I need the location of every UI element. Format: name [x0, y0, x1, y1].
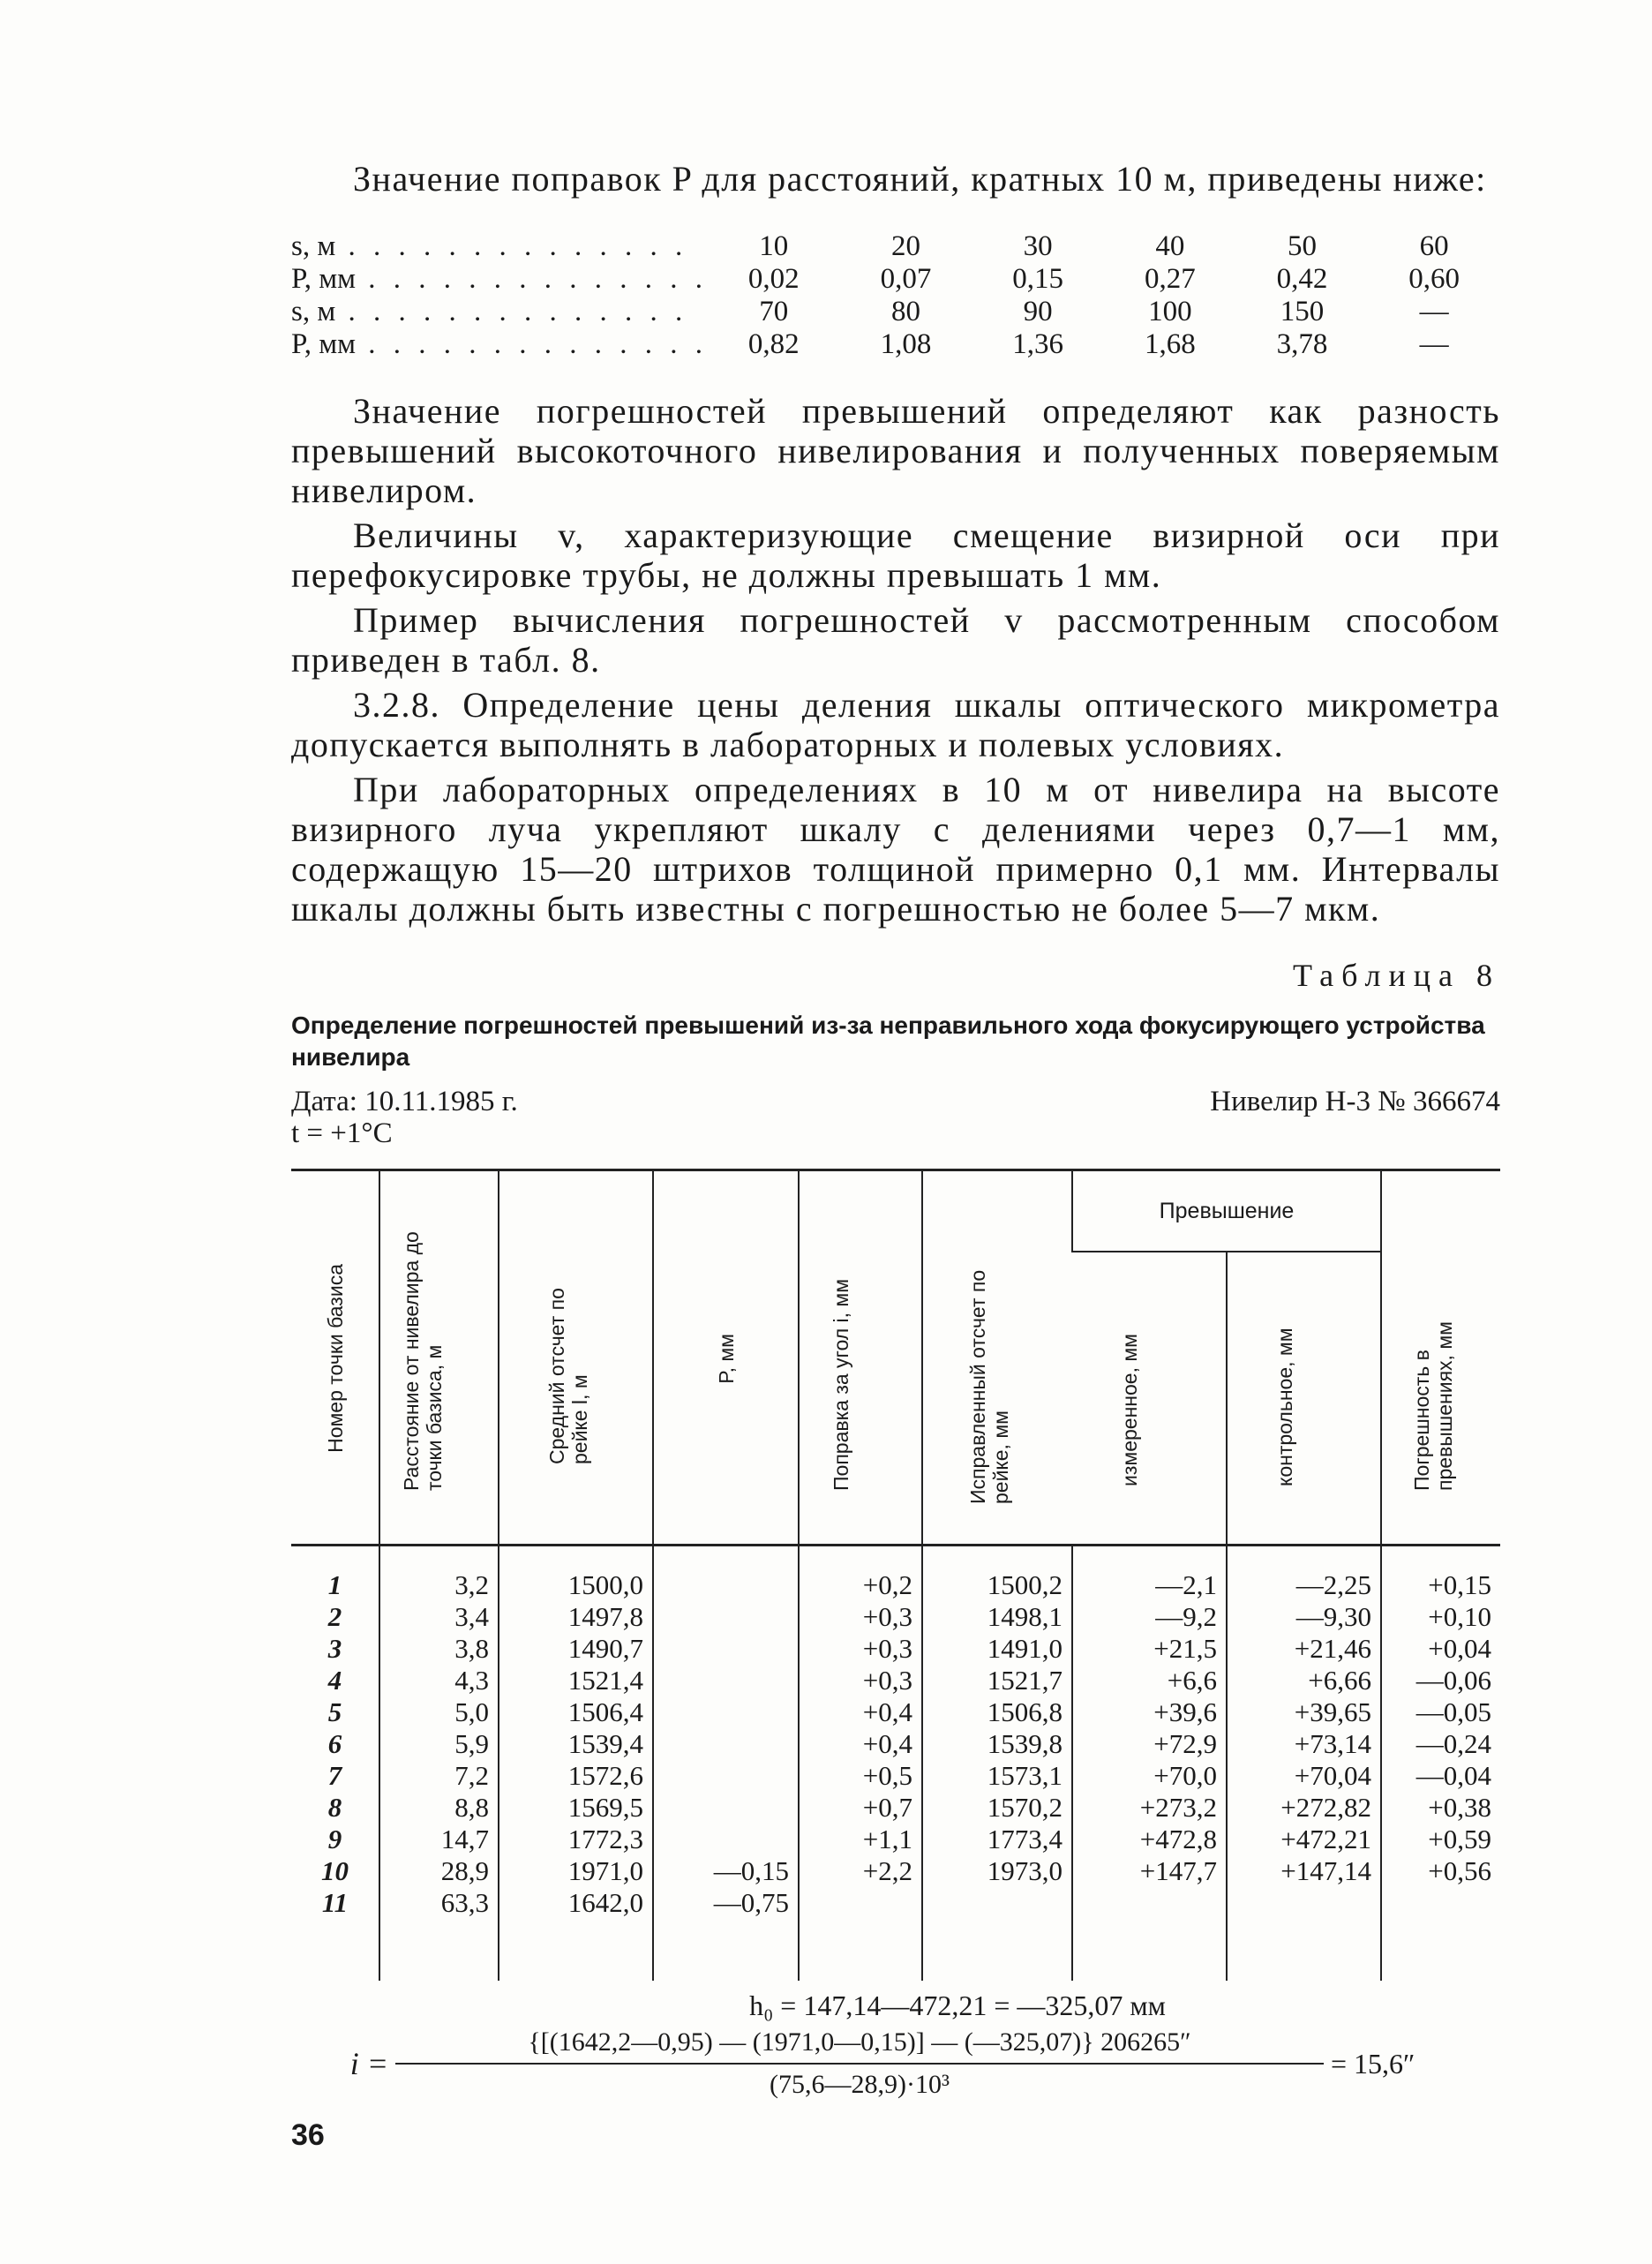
table-caption: Таблица 8	[1293, 958, 1500, 993]
table-cell	[499, 1919, 653, 1981]
formula-denominator: (75,6—28,9)·10³	[770, 2070, 950, 2099]
table-cell: —0,75	[653, 1887, 799, 1919]
table-cell: 1772,3	[499, 1824, 653, 1855]
table-cell	[922, 1919, 1072, 1981]
table-8	[291, 1169, 1500, 1981]
table-cell: 1973,0	[922, 1855, 1072, 1887]
table-cell: +73,14	[1227, 1728, 1381, 1760]
table-cell	[799, 1919, 922, 1981]
page-number: 36	[291, 2118, 325, 2152]
table-cell: 1	[327, 1569, 342, 1600]
table-cell: +0,7	[799, 1792, 922, 1824]
table-cell	[653, 1824, 799, 1855]
header-elevation-group: Превышение	[1072, 1170, 1381, 1252]
table-cell: +1,1	[799, 1824, 922, 1855]
corrections-row	[291, 230, 1500, 263]
paragraph-4: 3.2.8. Определение цены деления шкалы оптического микрометра допускается выполнять в лабораторных и полевых условиях.	[291, 685, 1500, 764]
table-cell: +2,2	[799, 1855, 922, 1887]
corrections-cell: 90	[1023, 296, 1053, 327]
header-error: Погрешность в превышениях, мм	[1381, 1170, 1500, 1546]
table-cell: 1539,4	[499, 1728, 653, 1760]
table-cell	[653, 1601, 799, 1633]
corrections-cell: 0,60	[1408, 263, 1461, 295]
corrections-cell: 70	[759, 296, 789, 327]
table-cell: 11	[321, 1887, 349, 1918]
corrections-table	[291, 230, 1500, 361]
table-cell	[379, 1919, 499, 1981]
corrections-cell: 1,08	[880, 328, 932, 360]
table-cell: +0,3	[799, 1601, 922, 1633]
corrections-label: s, м . . . . . . . . . . . . . .	[291, 296, 688, 327]
table-cell: 1569,5	[499, 1792, 653, 1824]
table-cell: +147,14	[1227, 1855, 1381, 1887]
corrections-cell: 50	[1287, 230, 1317, 262]
table-cell: +21,5	[1072, 1633, 1227, 1665]
table-date: Дата: 10.11.1985 г.	[291, 1086, 518, 1117]
table-row	[291, 1546, 1500, 1602]
table-cell: 1773,4	[922, 1824, 1072, 1855]
table-cell: 1539,8	[922, 1728, 1072, 1760]
corrections-cell: —	[1419, 296, 1449, 327]
table-cell: —0,05	[1381, 1696, 1500, 1728]
intro-paragraph: Значение поправок P для расстояний, кратных 10 м, приведены ниже:	[353, 159, 1487, 199]
table-cell: 14,7	[379, 1824, 499, 1855]
table-cell: 3,8	[379, 1633, 499, 1665]
table-cell: +147,7	[1072, 1855, 1227, 1887]
table-row	[291, 1696, 1500, 1728]
table-title: Определение погрешностей превышений из-за неправильного хода фокусирующего устройства нивелира	[291, 1012, 1485, 1071]
table-row	[291, 1887, 1500, 1919]
table-row	[291, 1792, 1500, 1824]
table-cell: 1498,1	[922, 1601, 1072, 1633]
table-cell: +39,6	[1072, 1696, 1227, 1728]
table-cell: 1570,2	[922, 1792, 1072, 1824]
corrections-cell: 0,82	[747, 328, 800, 360]
corrections-cell: 1,68	[1144, 328, 1196, 360]
corrections-cell: 0,07	[880, 263, 932, 295]
table-instrument: Нивелир Н-3 № 366674	[1210, 1086, 1500, 1117]
table-cell: 28,9	[379, 1855, 499, 1887]
table-cell: +0,4	[799, 1728, 922, 1760]
corrections-cell: 60	[1419, 230, 1449, 262]
table-cell: +0,3	[799, 1665, 922, 1696]
table-cell	[1381, 1887, 1500, 1919]
table-cell: +0,38	[1381, 1792, 1500, 1824]
table-cell: 1491,0	[922, 1633, 1072, 1665]
table-row	[291, 1665, 1500, 1696]
table-cell: 1500,0	[499, 1546, 653, 1602]
table-cell: 8	[327, 1792, 342, 1823]
table-cell: —0,15	[653, 1855, 799, 1887]
table-cell: +472,21	[1227, 1824, 1381, 1855]
table-cell	[291, 1919, 379, 1981]
table-cell: —9,2	[1072, 1601, 1227, 1633]
table-cell: 8,8	[379, 1792, 499, 1824]
table-cell: —2,25	[1227, 1546, 1381, 1602]
table-cell: 7,2	[379, 1760, 499, 1792]
table-cell: 1971,0	[499, 1855, 653, 1887]
table-cell: +0,2	[799, 1546, 922, 1602]
table-cell	[799, 1887, 922, 1919]
formula-lhs: i =	[349, 2046, 388, 2081]
table-cell	[653, 1919, 799, 1981]
table-cell: +472,8	[1072, 1824, 1227, 1855]
header-point: Номер точки базиса	[291, 1170, 379, 1546]
table-cell: 1506,4	[499, 1696, 653, 1728]
formula-rhs: = 15,6″	[1331, 2047, 1415, 2080]
header-correction: Поправка за угол i, мм	[799, 1170, 922, 1546]
corrections-cell: 0,27	[1144, 263, 1196, 295]
table-cell: 1490,7	[499, 1633, 653, 1665]
header-mean-reading: Средний отсчет по рейке l, м	[499, 1170, 653, 1546]
table-cell: —0,24	[1381, 1728, 1500, 1760]
table-cell	[653, 1665, 799, 1696]
table-cell: 1642,0	[499, 1887, 653, 1919]
table-cell	[1072, 1887, 1227, 1919]
corrections-cell: 80	[890, 296, 920, 327]
table-cell: 5	[327, 1696, 342, 1727]
corrections-row	[291, 296, 1500, 328]
corrections-row	[291, 263, 1500, 296]
table-row	[291, 1824, 1500, 1855]
table-cell: 3,4	[379, 1601, 499, 1633]
formula-numerator: {[(1642,2—0,95) — (1971,0—0,15)] — (—325,07)} 206265″	[395, 2027, 1324, 2065]
table-temperature: t = +1°С	[291, 1117, 393, 1149]
table-cell: +272,82	[1227, 1792, 1381, 1824]
corrections-cell: —	[1419, 328, 1449, 360]
table-row	[291, 1601, 1500, 1633]
table-cell: —2,1	[1072, 1546, 1227, 1602]
table-cell: 9	[327, 1824, 342, 1854]
table-meta	[291, 1086, 1500, 1117]
formula-h0: h₀ = 147,14—472,21 = —325,07 мм	[749, 1989, 1166, 2021]
table-cell	[653, 1760, 799, 1792]
table-cell: +39,65	[1227, 1696, 1381, 1728]
table-cell: +0,59	[1381, 1824, 1500, 1855]
table-cell: —0,04	[1381, 1760, 1500, 1792]
table-cell: +273,2	[1072, 1792, 1227, 1824]
corrections-cell: 1,36	[1012, 328, 1064, 360]
corrections-cell: 40	[1155, 230, 1185, 262]
table-cell	[653, 1696, 799, 1728]
table-cell: 7	[327, 1760, 342, 1791]
corrections-cell: 0,15	[1012, 263, 1064, 295]
formula-fraction	[401, 2027, 1318, 2100]
table-cell: +0,5	[799, 1760, 922, 1792]
corrections-label: P, мм . . . . . . . . . . . . . .	[291, 263, 708, 295]
corrections-cell: 10	[759, 230, 789, 262]
table-cell: 1573,1	[922, 1760, 1072, 1792]
corrections-label: P, мм . . . . . . . . . . . . . .	[291, 328, 708, 360]
page-content	[291, 159, 1500, 2100]
table-cell: +0,10	[1381, 1601, 1500, 1633]
table-cell: +6,6	[1072, 1665, 1227, 1696]
table-cell: 2	[327, 1601, 342, 1632]
table-cell	[1072, 1919, 1227, 1981]
table-cell: +0,3	[799, 1633, 922, 1665]
table-cell: +0,4	[799, 1696, 922, 1728]
corrections-cell: 3,78	[1276, 328, 1328, 360]
header-measured: измеренное, мм	[1072, 1252, 1227, 1546]
table-cell: +6,66	[1227, 1665, 1381, 1696]
header-control: контрольное, мм	[1227, 1252, 1381, 1546]
table-cell: 1572,6	[499, 1760, 653, 1792]
table-cell: 3	[327, 1633, 342, 1664]
paragraph-3: Пример вычисления погрешностей v рассмотренным способом приведен в табл. 8.	[291, 600, 1500, 680]
table-cell: +0,15	[1381, 1546, 1500, 1602]
table-cell	[922, 1887, 1072, 1919]
corrections-cell: 0,02	[747, 263, 800, 295]
table-cell	[653, 1633, 799, 1665]
paragraph-5: При лабораторных определениях в 10 м от нивелира на высоте визирного луча укрепляют шкалу с делениями через 0,7—1 мм, содержащую 15—20 штрихов толщиной примерно 0,1 мм. Интервалы шкалы должны быть известны с погрешностью не более 5—7 мкм.	[291, 770, 1500, 929]
table-cell: 63,3	[379, 1887, 499, 1919]
header-distance: Расстояние от нивелира до точки базиса, м	[379, 1170, 499, 1546]
corrections-row	[291, 328, 1500, 361]
paragraph-1: Значение погрешностей превышений определяют как разность превышений высокоточного нивелирования и полученных поверяемым нивелиром.	[291, 391, 1500, 510]
table-cell: +70,0	[1072, 1760, 1227, 1792]
table-cell: +21,46	[1227, 1633, 1381, 1665]
table-row	[291, 1728, 1500, 1760]
corrections-cell: 20	[890, 230, 920, 262]
corrections-cell: 30	[1023, 230, 1053, 262]
corrections-cell: 0,42	[1276, 263, 1328, 295]
paragraph-2: Величины v, характеризующие смещение визирной оси при перефокусировке трубы, не должны превышать 1 мм.	[291, 515, 1500, 595]
formula-i	[291, 2027, 1500, 2100]
table-cell: 4	[327, 1665, 342, 1696]
corrections-cell: 150	[1280, 296, 1325, 327]
corrections-cell: 100	[1148, 296, 1192, 327]
table-cell: +0,56	[1381, 1855, 1500, 1887]
table-row	[291, 1633, 1500, 1665]
table-cell	[653, 1546, 799, 1602]
table-cell: 1506,8	[922, 1696, 1072, 1728]
table-cell: 10	[321, 1855, 349, 1886]
table-cell: 5,9	[379, 1728, 499, 1760]
corrections-label: s, м . . . . . . . . . . . . . .	[291, 230, 688, 262]
table-cell	[1381, 1919, 1500, 1981]
table-cell: 1521,4	[499, 1665, 653, 1696]
table-cell: +72,9	[1072, 1728, 1227, 1760]
table-cell: —9,30	[1227, 1601, 1381, 1633]
table-padding-row	[291, 1919, 1500, 1981]
table-cell: 1500,2	[922, 1546, 1072, 1602]
table-cell: 4,3	[379, 1665, 499, 1696]
table-cell	[653, 1792, 799, 1824]
table-cell: 1521,7	[922, 1665, 1072, 1696]
table-cell: +70,04	[1227, 1760, 1381, 1792]
table-cell: 3,2	[379, 1546, 499, 1602]
table-row	[291, 1760, 1500, 1792]
table-row	[291, 1855, 1500, 1887]
table-cell: 5,0	[379, 1696, 499, 1728]
table-cell	[653, 1728, 799, 1760]
body-paragraphs	[291, 391, 1500, 929]
table-cell: 6	[327, 1728, 342, 1759]
table-cell	[1227, 1887, 1381, 1919]
header-corrected: Исправленный отсчет по рейке, мм	[922, 1170, 1072, 1546]
table-cell: 1497,8	[499, 1601, 653, 1633]
table-cell: —0,06	[1381, 1665, 1500, 1696]
table-cell	[1227, 1919, 1381, 1981]
table-cell: +0,04	[1381, 1633, 1500, 1665]
header-p: P, мм	[653, 1170, 799, 1546]
